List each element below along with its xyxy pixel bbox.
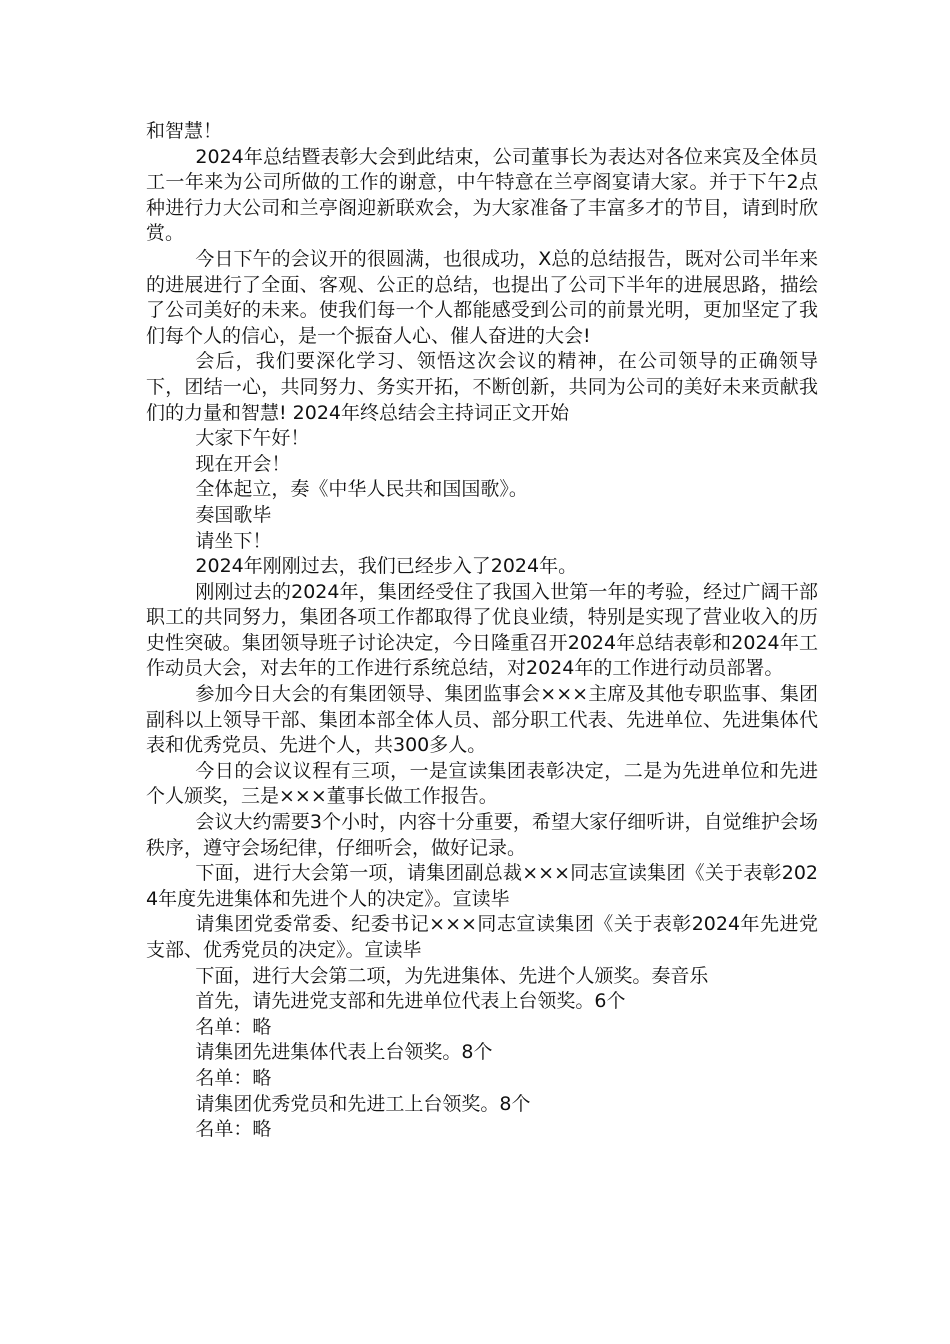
paragraph-sit-down: 请坐下！ [195,529,272,552]
paragraph-closing-fragment: 和智慧！ [146,120,223,142]
paragraph-attendees: 参加今日大会的有集团领导、集团监事会×××主席及其他专职监事、集团副科以上领导干部、集团本部全体人员、部分职工代表、先进单位、先进集体代表和优秀党员、先进个人，共300多人。 [146,683,818,757]
paragraph-after-meeting: 会后，我们要深化学习、领悟这次会议的精神，在公司领导的正确领导下，团结一心，共同努力、务实开拓，不断创新，共同为公司的美好未来贡献我们的力量和智慧! 2024年终总结会主持词正文开始 [146,350,818,424]
document-body [146,119,818,1143]
paragraph-open-meeting: 现在开会！ [195,452,291,475]
paragraph-new-year: 2024年刚刚过去，我们已经步入了2024年。 [195,555,578,578]
paragraph-party-commendation: 请集团党委常委、纪委书记×××同志宣读集团《关于表彰2024年先进党支部、优秀党员的决定》。宣读毕 [146,913,818,961]
paragraph-list-omitted: 名单：略 [195,1118,272,1141]
paragraph-list-omitted: 名单：略 [195,1066,272,1089]
paragraph-award-collective: 请集团先进集体代表上台领奖。8个 [195,1041,493,1064]
paragraph-greeting: 大家下午好！ [195,427,310,450]
paragraph-item-one: 下面，进行大会第一项，请集团副总裁×××同志宣读集团《关于表彰2024年度先进集体和先进个人的决定》。宣读毕 [146,862,818,910]
paragraph-national-anthem: 全体起立，奏《中华人民共和国国歌》。 [195,478,528,501]
paragraph-meeting-success: 今日下午的会议开的很圆满，也很成功，X总的总结报告，既对公司半年来的进展进行了全面、客观、公正的总结，也提出了公司下半年的进展思路，描绘了公司美好的未来。使我们每一个人都能感受到公司的前景光明，更加坚定了我们每个人的信心，是一个振奋人心、催人奋进的大会! [146,247,818,347]
paragraph-item-two: 下面，进行大会第二项，为先进集体、先进个人颁奖。奏音乐 [195,964,709,987]
paragraph-award-party-members: 请集团优秀党员和先进工上台领奖。8个 [195,1092,531,1115]
paragraph-anthem-end: 奏国歌毕 [195,503,272,526]
paragraph-conference-end: 2024年总结暨表彰大会到此结束，公司董事长为表达对各位来宾及全体员工一年来为公司所做的工作的谢意，中午特意在兰亭阁宴请大家。并于下午2点种进行力大公司和兰亭阁迎新联欢会，为大家准备了丰富多才的节目，请到时欣赏。 [146,145,818,245]
paragraph-year-review: 刚刚过去的2024年，集团经受住了我国入世第一年的考验，经过广阔干部职工的共同努力，集团各项工作都取得了优良业绩，特别是实现了营业收入的历史性突破。集团领导班子讨论决定，今日隆重召开2024年总结表彰和2024年工作动员大会，对去年的工作进行系统总结，对2024年的工作进行动员部署。 [146,580,818,680]
paragraph-agenda: 今日的会议议程有三项，一是宣读集团表彰决定，二是为先进单位和先进个人颁奖，三是×××董事长做工作报告。 [146,759,818,808]
paragraph-list-omitted: 名单：略 [195,1015,272,1038]
paragraph-award-party-branch: 首先，请先进党支部和先进单位代表上台领奖。6个 [195,990,626,1013]
paragraph-duration: 会议大约需要3个小时，内容十分重要，希望大家仔细听讲，自觉维护会场秩序，遵守会场纪律，仔细听会，做好记录。 [146,811,818,859]
